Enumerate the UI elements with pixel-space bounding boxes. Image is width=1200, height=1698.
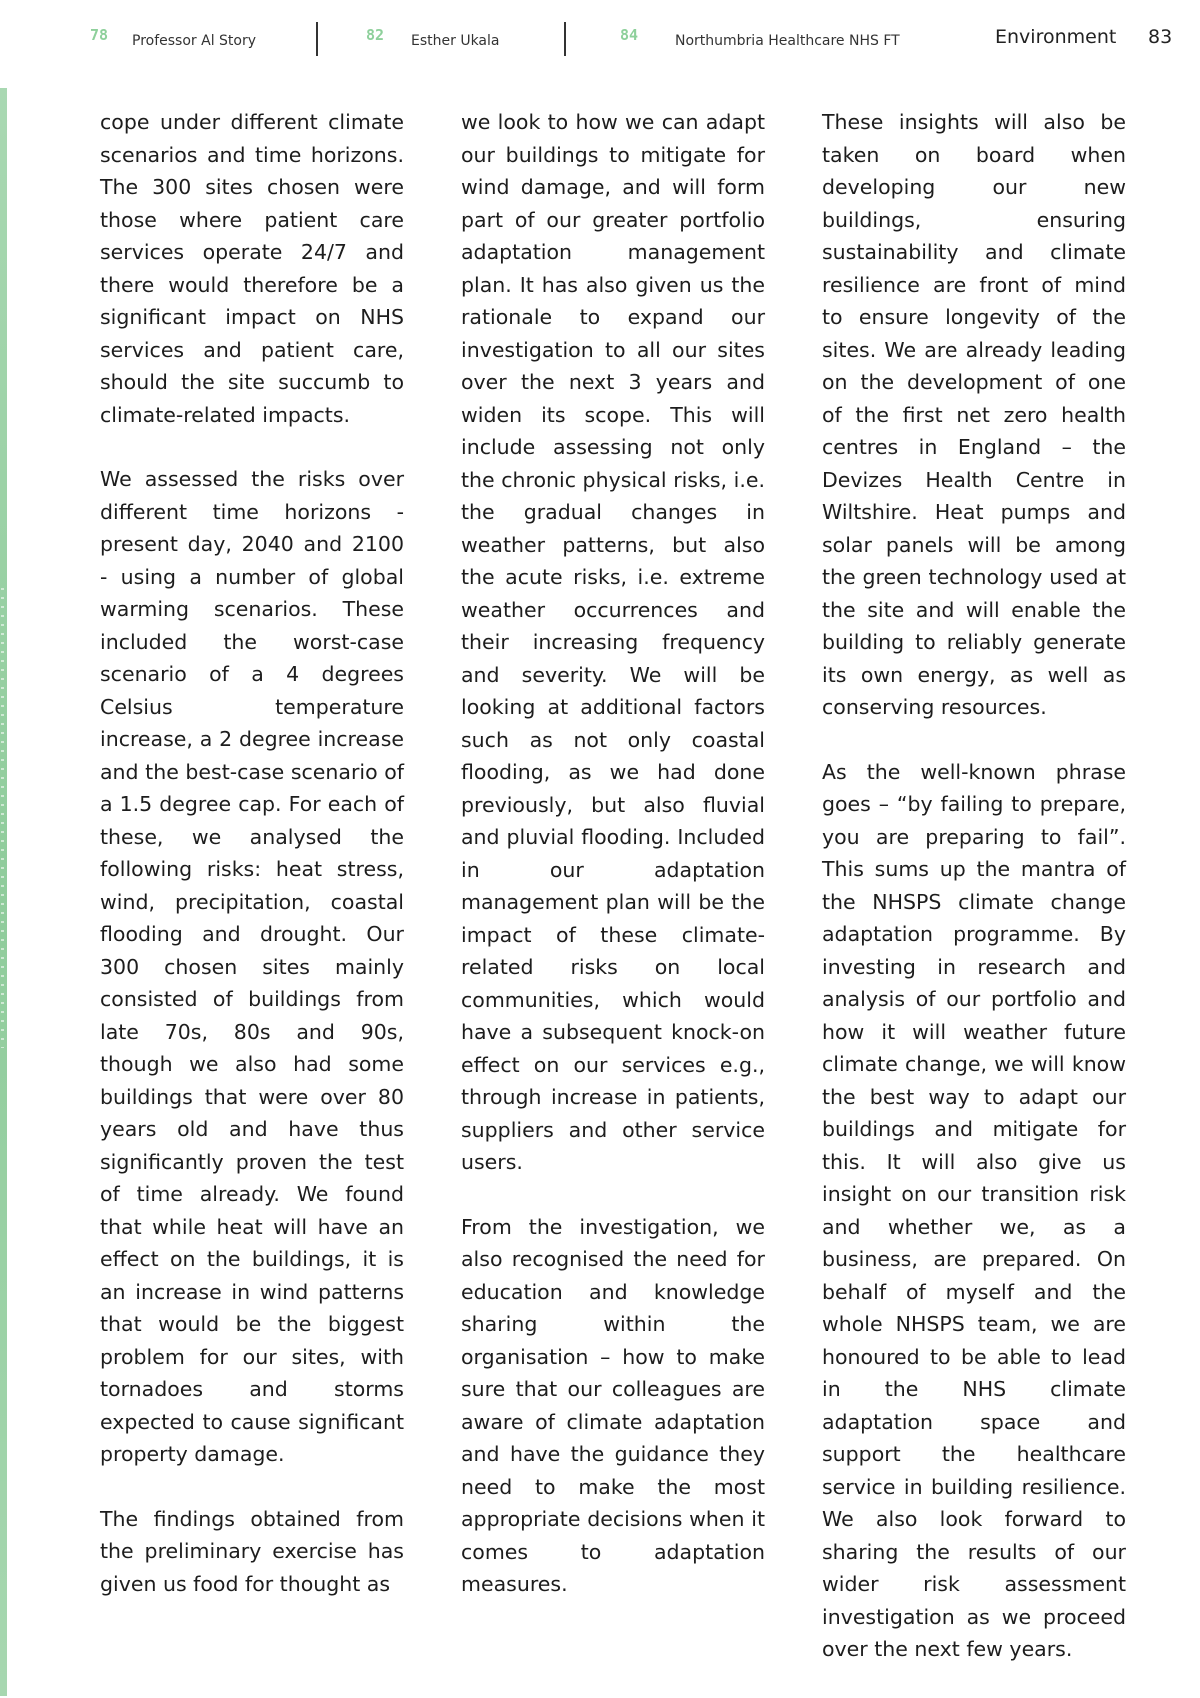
decorative-side-strip [0, 88, 7, 1696]
paragraph: We assessed the risks over different time horizons - present day, 2040 and 2100 - using a number of global warming scenarios. These included the worst-case scenario of a 4 degrees Celsius temperature increase, a 2 degree increase and the best-case scenario of a 1.5 degree cap. For each of these, we analysed the following risks: heat stress, wind, precipitation, coastal flooding and drought. Our 300 chosen sites mainly consisted of buildings from late 70s, 80s and 90s, though we also had some buildings that were over 80 years old and have thus significantly proven the test of time already. We found that while heat will have an effect on the buildings, it is an increase in wind patterns that would be the biggest problem for our sites, with tornadoes and storms expected to cause significant property damage. [100, 467, 404, 1466]
cross-reference-name: Esther Ukala [411, 33, 500, 49]
paragraph: cope under different climate scenarios and time horizons. The 300 sites chosen were those where patient care services operate 24/7 and there would therefore be a significant impact on NHS services and patient care, should the site succumb to climate-related impacts. [100, 110, 404, 427]
cross-reference-name: Northumbria Healthcare NHS FT [675, 33, 900, 49]
header-divider [316, 22, 318, 56]
section-title: Environment [995, 26, 1117, 48]
text-column-1 [100, 106, 404, 1632]
page-header [0, 0, 1200, 80]
paragraph: These insights will also be taken on board when developing our new buildings, ensuring sustainability and climate resilience are front of mind to ensure longevity of the sites. We are already leading on the development of one of the first net zero health centres in England – the Devizes Health Centre in Wiltshire. Heat pumps and solar panels will be among the green technology used at the site and will enable the building to reliably generate its own energy, as well as conserving resources. [822, 110, 1126, 719]
paragraph: From the investigation, we also recognised the need for education and knowledge sharing within the organisation – how to make sure that our colleagues are aware of climate adaptation and have the guidance they need to make the most appropriate decisions when it comes to adaptation measures. [461, 1214, 765, 1596]
paragraph: As the well-known phrase goes – “by failing to prepare, you are preparing to fail”. This sums up the mantra of the NHSPS climate change adaptation programme. By investing in research and analysis of our portfolio and how it will weather future climate change, we will know the best way to adapt our buildings and mitigate for this. It will also give us insight on our transition risk and whether we, as a business, are prepared. On behalf of myself and the whole NHSPS team, we are honoured to be able to lead in the NHS climate adaptation space and support the healthcare service in building resilience. We also look forward to sharing the results of our wider risk assessment investigation as we proceed over the next few years. [822, 759, 1126, 1661]
cross-reference-name: Professor Al Story [132, 33, 257, 49]
cross-reference-page: 82 [366, 26, 385, 44]
text-column-3 [822, 106, 1126, 1698]
header-divider [564, 22, 566, 56]
page-number: 83 [1148, 26, 1173, 48]
cross-reference-page: 78 [90, 26, 109, 44]
cross-reference-page: 84 [620, 26, 639, 44]
paragraph: The findings obtained from the preliminary exercise has given us food for thought as [100, 1506, 404, 1596]
text-column-2 [461, 106, 765, 1633]
paragraph: we look to how we can adapt our buildings to mitigate for wind damage, and will form part of our greater portfolio adaptation management plan. It has also given us the rationale to expand our investigation to all our sites over the next 3 years and widen its scope. This will include assessing not only the chronic physical risks, i.e. the gradual changes in weather patterns, but also the acute risks, i.e. extreme weather occurrences and their increasing frequency and severity. We will be looking at additional factors such as not only coastal flooding, as we had done previously, but also fluvial and pluvial flooding. Included in our adaptation management plan will be the impact of these climate-related risks on local communities, which would have a subsequent knock-on effect on our services e.g., through increase in patients, suppliers and other service users. [461, 110, 765, 1174]
